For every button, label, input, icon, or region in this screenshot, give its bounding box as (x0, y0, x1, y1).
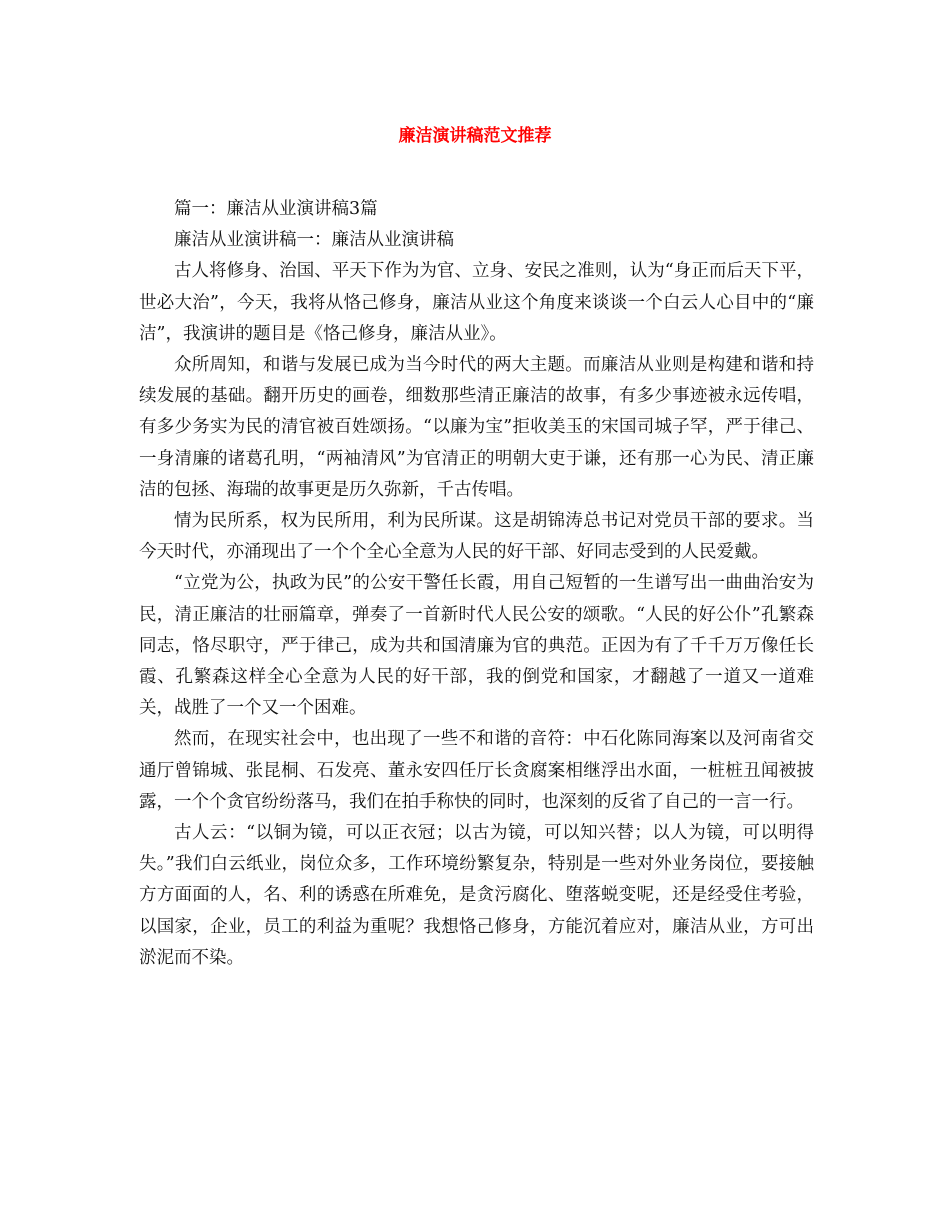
document-body (139, 194, 814, 974)
paragraph: 廉洁从业演讲稿一：廉洁从业演讲稿 (174, 230, 454, 251)
paragraph: 众所周知，和谐与发展已成为当今时代的两大主题。而廉洁从业则是构建和谐和持续发展的基础。翻开历史的画卷，细数那些清正廉洁的故事，有多少事迹被永远传唱，有多少务实为民的清官被百姓颂扬。“以廉为宝”拒收美玉的宋国司城子罕，严于律己、一身清廉的诸葛孔明，“两袖清风”为官清正的明朝大吏于谦，还有那一心为民、清正廉洁的包拯、海瑞的故事更是历久弥新，千古传唱。 (139, 355, 814, 500)
document-title: 廉洁演讲稿范文推荐 (398, 126, 552, 146)
paragraph: “立党为公，执政为民”的公安干警任长霞，用自己短暂的一生谱写出一曲曲治安为民，清正廉洁的壮丽篇章，弹奏了一首新时代人民公安的颂歌。“人民的好公仆”孔繁森同志，恪尽职守，严于律己，成为共和国清廉为官的典范。正因为有了千千万万像任长霞、孔繁森这样全心全意为人民的好干部，我的倒党和国家，才翻越了一道又一道难关，战胜了一个又一个困难。 (139, 573, 814, 719)
paragraph: 然而，在现实社会中，也出现了一些不和谐的音符：中石化陈同海案以及河南省交通厅曾锦城、张昆桐、石发亮、董永安四任厅长贪腐案相继浮出水面，一桩桩丑闻被披露，一个个贪官纷纷落马，我们在拍手称快的同时，也深刻的反省了自己的一言一行。 (139, 729, 814, 812)
paragraph: 古人云：“以铜为镜，可以正衣冠；以古为镜，可以知兴替；以人为镜，可以明得失。”我们白云纸业，岗位众多，工作环境纷繁复杂，特别是一些对外业务岗位，要接触方方面面的人，名、利的诱惑在所难免，是贪污腐化、堕落蜕变呢，还是经受住考验，以国家，企业，员工的利益为重呢？我想恪己修身，方能沉着应对，廉洁从业，方可出淤泥而不染。 (139, 823, 814, 968)
paragraph: 篇一：廉洁从业演讲稿3篇 (174, 199, 378, 219)
paragraph: 古人将修身、治国、平天下作为为官、立身、安民之准则，认为“身正而后天下平，世必大治”，今天，我将从恪己修身，廉洁从业这个角度来谈谈一个白云人心目中的“廉洁”，我演讲的题目是《恪己修身，廉洁从业》。 (139, 261, 814, 344)
paragraph: 情为民所系，权为民所用，利为民所谋。这是胡锦涛总书记对党员干部的要求。当今天时代，亦涌现出了一个个全心全意为人民的好干部、好同志受到的人民爱戴。 (139, 511, 814, 563)
